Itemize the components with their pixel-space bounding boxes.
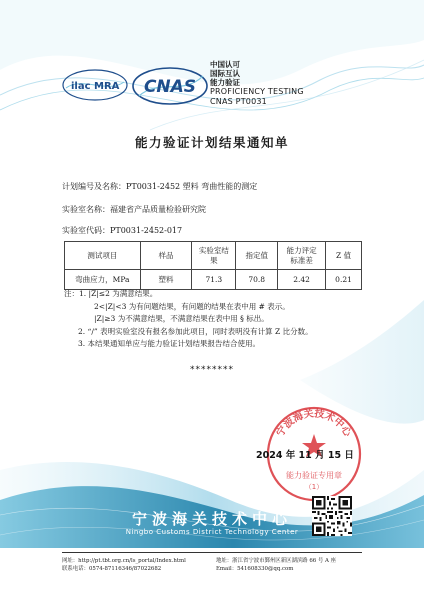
results-table <box>64 241 362 290</box>
note-1c: |Z|≥3 为不满意结果，不满意结果在表中用 § 标出。 <box>94 314 269 323</box>
notes-section <box>64 288 313 351</box>
qr-code <box>312 496 352 536</box>
center-name-en: Ningbo Customs District Technology Center <box>125 528 299 536</box>
header-z-value: Z 值 <box>326 242 362 270</box>
header-sample: 样品 <box>140 242 192 270</box>
table-row <box>65 270 362 290</box>
header-std-dev <box>278 242 326 270</box>
footer-right <box>216 557 336 573</box>
cnas-en-line1: PROFICIENCY TESTING <box>210 87 304 96</box>
lab-code: 实验室代码：PT0031-2452-017 <box>62 226 183 235</box>
sign-date: 2024 年 11 月 15 日 <box>256 450 354 461</box>
cnas-logo-text: CNAS <box>143 77 197 97</box>
cnas-logo <box>131 66 209 106</box>
cell-lab-result: 71.3 <box>192 270 236 290</box>
ilac-mra-logo-text: ilac MRA <box>71 81 120 92</box>
end-marker: ******** <box>190 365 234 375</box>
footer-phone: 联系电话：0574-87116346/87022682 <box>62 566 162 572</box>
header-std-dev-label: 能力评定标准差 <box>286 245 317 265</box>
note-1a: 注：1. |Z|≤2 为满意结果。 <box>64 289 158 298</box>
cnas-cn-line3: 能力验证 <box>210 78 240 87</box>
stamp-top-text: 宁波海关技术中心 <box>275 408 353 439</box>
cnas-accreditation-text <box>210 60 330 107</box>
footer-website: 网址：http://pt.tbt.org.cn/ls_portal/Index.html <box>62 558 186 564</box>
header-lab-result-label: 实验室结果 <box>198 245 229 265</box>
note-3: 3. 本结果通知单应与能力验证计划结果报告结合使用。 <box>78 339 261 348</box>
header-assigned-value: 指定值 <box>236 242 278 270</box>
stamp-number: （1） <box>304 483 324 491</box>
cell-std-dev: 2.42 <box>278 270 326 290</box>
lab-name: 实验室名称：福建省产品质量检验研究院 <box>62 205 206 214</box>
svg-text:宁波海关技术中心 <box>273 406 355 439</box>
header-lab-result <box>192 242 236 270</box>
plan-number-name: 计划编号及名称：PT0031-2452 塑料 弯曲性能的测定 <box>62 182 258 191</box>
cell-sample: 塑料 <box>140 270 192 290</box>
footer-email: Email：541608330@qq.com <box>216 566 294 572</box>
cnas-cn-line2: 国际互认 <box>210 69 240 78</box>
center-name-cn: 宁波海关技术中心 <box>131 510 292 528</box>
footer-left <box>62 557 186 573</box>
footer-divider <box>62 552 362 553</box>
cell-z-value: 0.21 <box>326 270 362 290</box>
ilac-mra-logo <box>62 68 128 102</box>
footer-address: 地址：浙江省宁波市鄞州区新区湖滨路 66 号 A 座 <box>216 558 337 564</box>
cell-assigned-value: 70.8 <box>236 270 278 290</box>
cell-test-item: 弯曲应力，MPa <box>65 270 141 290</box>
header-test-item: 测试项目 <box>65 242 141 270</box>
note-2: 2. “/” 表明实验室没有报名参加此项目，同时表明没有计算 Z 比分数。 <box>78 326 313 336</box>
note-1b: 2<|Z|<3 为有问题结果，有问题的结果在表中用 # 表示。 <box>94 301 290 311</box>
cnas-en-line2: CNAS PT0031 <box>210 97 267 106</box>
cnas-cn-line1: 中国认可 <box>210 60 240 69</box>
document-title: 能力验证计划结果通知单 <box>134 135 289 150</box>
stamp-middle-text: 能力验证专用章 <box>286 471 342 480</box>
table-header-row <box>65 242 362 270</box>
